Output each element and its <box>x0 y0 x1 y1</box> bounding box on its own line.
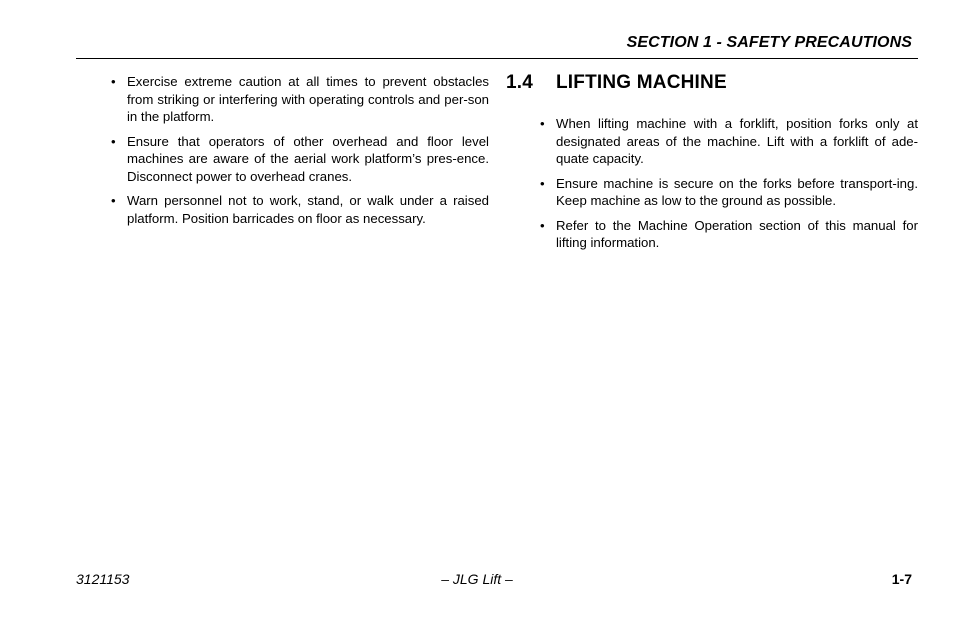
list-item <box>111 73 489 126</box>
list-item <box>540 115 918 168</box>
bullet-text: Exercise extreme caution at all times to prevent obstacles from striking or interfering with operating controls and per-son in the platform. <box>127 74 489 124</box>
bullet-text: Ensure machine is secure on the forks before transport-ing. Keep machine as low to the ground as possible. <box>556 175 918 208</box>
bullet-text: Warn personnel not to work, stand, or walk under a raised platform. Position barricades on floor as necessary. <box>127 193 489 226</box>
list-item <box>111 133 489 186</box>
section-heading <box>506 72 727 94</box>
bullet-icon: • <box>111 133 116 149</box>
header-divider <box>76 58 918 59</box>
list-item <box>540 175 918 210</box>
list-item <box>540 217 918 252</box>
lifting-bullet-list <box>540 115 918 252</box>
bullet-icon: • <box>111 193 116 208</box>
bullet-icon: • <box>540 116 545 131</box>
right-column <box>540 115 918 259</box>
section-number: 1.4 <box>506 72 534 93</box>
bullet-text: Refer to the Machine Operation section of this manual for lifting information. <box>556 217 918 250</box>
bullet-icon: • <box>111 74 116 89</box>
section-header-title: SECTION 1 - SAFETY PRECAUTIONS <box>626 34 912 51</box>
bullet-icon: • <box>540 217 545 233</box>
bullet-text: When lifting machine with a forklift, position forks only at designated areas of the machine. Lift with a forklift of ade-quate capacity. <box>556 116 918 166</box>
footer-publisher: – JLG Lift – <box>441 571 513 587</box>
footer-doc-number: 3121153 <box>76 571 130 587</box>
bullet-icon: • <box>540 175 545 191</box>
list-item <box>111 192 489 227</box>
safety-bullet-list <box>111 73 489 227</box>
footer-page-number: 1-7 <box>891 571 912 587</box>
section-title: LIFTING MACHINE <box>556 72 727 93</box>
left-column <box>111 73 489 234</box>
bullet-text: Ensure that operators of other overhead and floor level machines are aware of the aerial work platform’s pres-ence. Disconnect power to overhead cranes. <box>127 133 489 184</box>
